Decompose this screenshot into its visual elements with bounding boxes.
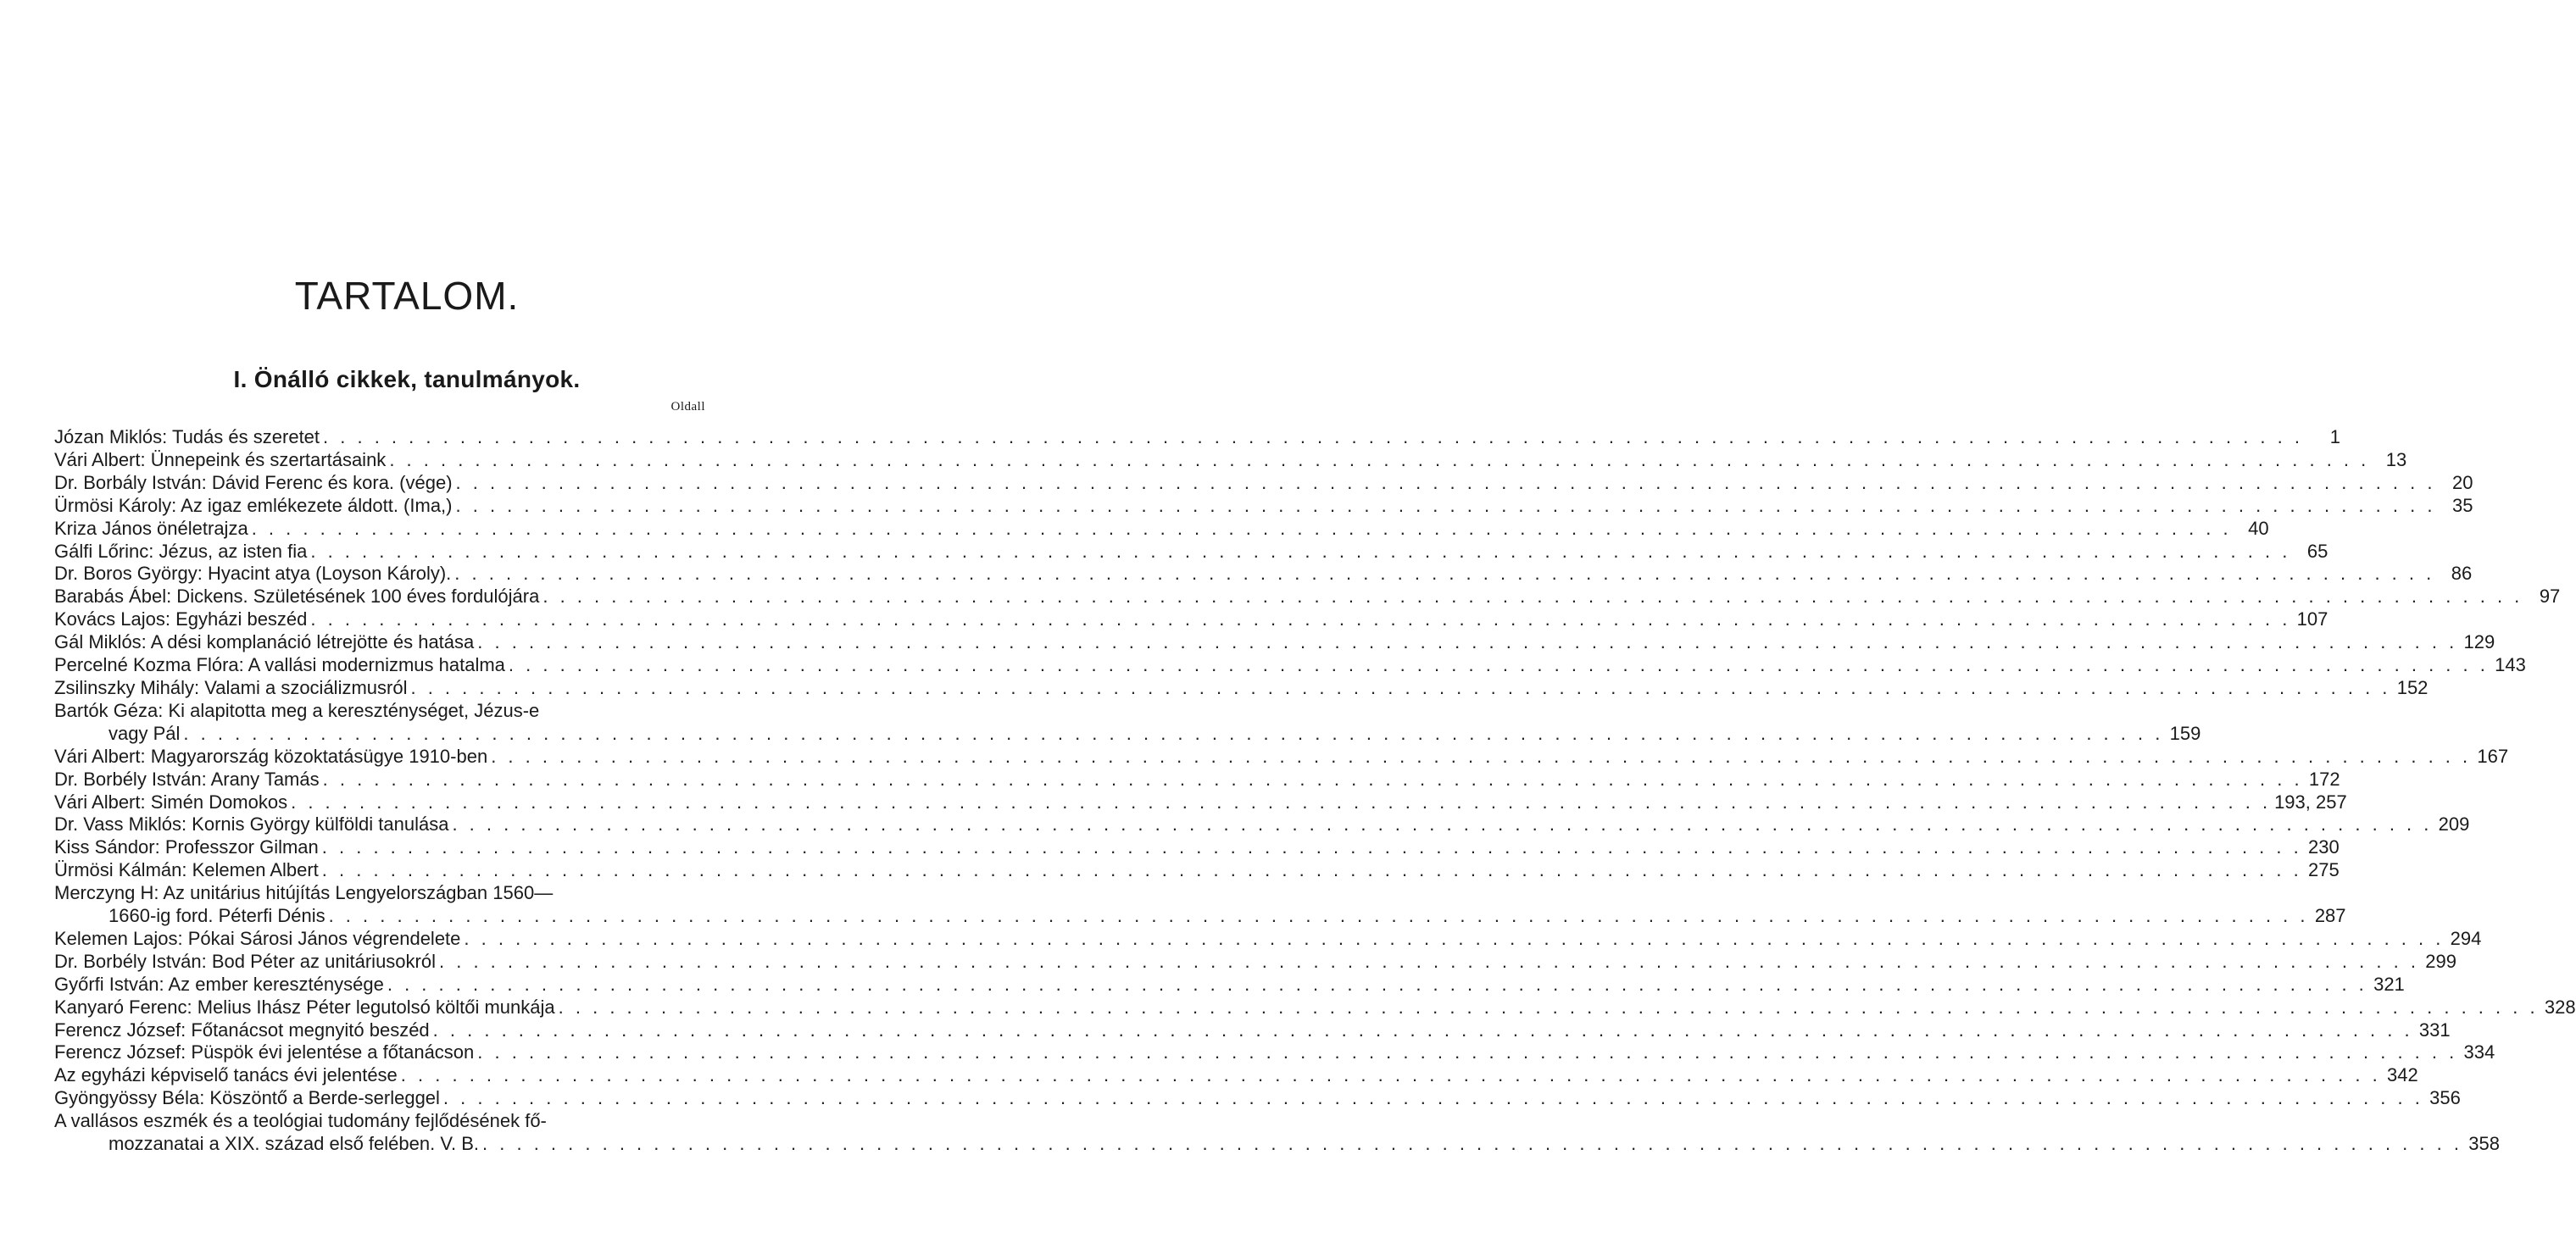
toc-entry-page: 86 [2451,563,2473,585]
toc-entry-title: Az egyházi képviselő tanács évi jelentése [54,1064,398,1086]
dot-leader [248,518,2235,541]
toc-entry [54,676,2429,700]
toc-entry-page: 40 [2248,517,2269,539]
toc-entry-page: 328 [2544,996,2576,1018]
toc-entry-page: 193, 257 [2274,791,2347,813]
toc-entry [54,745,2509,769]
toc-entry [54,1110,2500,1156]
toc-entry-page: 159 [2169,722,2201,744]
dot-leader [453,495,2440,518]
toc-entry-page: 287 [2314,905,2346,927]
toc-entry [54,448,2407,472]
toc-entry [54,471,2473,495]
dot-leader [180,723,2167,746]
toc-entry-title: Dr. Vass Miklós: Kornis György külföldi tanulása [54,813,449,836]
toc-entry-page: 65 [2306,540,2328,562]
dot-leader [386,449,2373,472]
page-title: TARTALOM. [294,274,520,318]
toc-entry-title: Dr. Borbély István: Arany Tamás [54,768,320,790]
toc-entry [54,950,2456,974]
dot-leader [505,654,2492,677]
toc-entry-title-continued: 1660-ig ford. Péterfi Dénis [108,905,325,927]
toc-entry-title: Ferencz József: Főtanácsot megnyitó beszéd [54,1019,430,1041]
toc-entry-title: Dr. Borbély István: Bod Péter az unitáriusokról [54,950,436,972]
toc-entry [54,631,2495,654]
toc-entry [54,791,2347,814]
toc-entry-page: 294 [2450,927,2482,949]
dot-leader [320,426,2306,449]
page-column-label: Oldall [670,400,705,414]
toc-entry-title-continued: mozzanatai a XIX. század első felében. V. B. [108,1133,480,1155]
toc-entry-page: 358 [2468,1133,2500,1155]
toc-entry-title: Ferencz József: Püspök évi jelentése a főtanácson [54,1041,475,1063]
toc-entry-page: 129 [2463,631,2495,653]
toc-entry [54,608,2328,631]
section-heading: I. Önálló cikkek, tanulmányok. [233,366,581,392]
toc-entry-page: 167 [2477,745,2509,767]
toc-entry-title: Győrfi István: Az ember kereszténysége [54,973,384,995]
toc-entry-page: 230 [2308,836,2340,858]
toc-entry [54,654,2526,677]
dot-leader [319,836,2306,859]
toc-entry-title: Kiss Sándor: Professzor Gilman [54,836,319,858]
toc-entry-page: 152 [2396,676,2429,698]
toc-entry-title: Vári Albert: Simén Domokos [54,791,288,813]
toc-entry [54,1019,2451,1042]
toc-entry-title: Merczyng H: Az unitárius hitújítás Lengyelországban 1560— [54,882,554,904]
toc-entry [54,927,2482,951]
toc-entry-page: 172 [2308,768,2340,790]
toc-entry-title: Dr. Boros György: Hyacint atya (Loyson Károly). [54,563,452,585]
dot-leader [319,859,2306,882]
toc-entry-page: 143 [2495,654,2526,676]
toc-entry-title: A vallásos eszmék és a teológiai tudomány fejlődésének fő- [54,1110,547,1132]
toc-entry-page: 209 [2438,813,2470,836]
toc-entry [54,426,2340,449]
toc-entry [54,973,2405,997]
dot-leader [539,586,2526,608]
toc-entry-title: Kriza János önéletrajza [54,517,248,539]
toc-entry-title: Percelné Kozma Flóra: A vallási modernizmus hatalma [54,654,505,676]
toc-entry [54,540,2328,563]
toc-entry-title: Vári Albert: Ünnepeink és szertartásaink [54,448,387,470]
toc-entry-page: 13 [2385,448,2407,470]
toc-entry-page: 35 [2451,494,2473,516]
toc-entry-page: 107 [2296,608,2328,630]
toc-entry-title: Kovács Lajos: Egyházi beszéd [54,608,308,630]
toc-entry [54,563,2473,586]
toc-entry-title: Gálfi Lőrinc: Jézus, az isten fia [54,540,308,562]
toc-entry-title: Dr. Borbály István: Dávid Ferenc és kora. (vége) [54,471,453,493]
toc-entry [54,586,2561,608]
dot-leader [474,631,2461,654]
toc-entry [54,1087,2461,1110]
dot-leader [448,813,2435,836]
dot-leader [479,1133,2466,1156]
toc-entry-title: Kelemen Lajos: Pókai Sárosi János végrendelete [54,927,461,949]
toc-entry [54,768,2340,791]
toc-entry [54,699,2201,746]
dot-leader [407,677,2394,700]
toc-entry-title: Ürmösi Károly: Az igaz emlékezete áldott. (Ima,) [54,494,453,516]
toc-entry-page: 97 [2539,586,2561,608]
toc-entry-title: Barabás Ábel: Dickens. Születésének 100 éves fordulójára [54,586,540,608]
dot-leader [307,608,2294,631]
dot-leader [436,951,2423,974]
toc-entry-title: Kanyaró Ferenc: Melius Ihász Péter legutolsó költői munkája [54,996,555,1018]
toc-entry [54,859,2340,882]
toc-entry-page: 1 [2329,426,2340,447]
toc-entry-page: 299 [2425,950,2456,972]
toc-entry-title: Gyöngyössy Béla: Köszöntő a Berde-serleggel [54,1087,440,1109]
dot-leader [430,1019,2417,1042]
toc-entry-page: 334 [2463,1041,2495,1063]
dot-leader [555,997,2542,1019]
dot-leader [487,746,2474,769]
dot-leader [440,1087,2427,1110]
dot-leader [320,769,2306,791]
dot-leader [453,472,2440,495]
toc-entry-title: Ürmösi Kálmán: Kelemen Albert [54,859,319,881]
toc-entry [54,813,2470,836]
dot-leader [307,541,2294,563]
toc-entry-page: 342 [2387,1064,2418,1086]
toc-entry-title: Gál Miklós: A dési komplanáció létrejötte és hatása [54,631,475,653]
toc-entry-page: 275 [2308,859,2340,881]
toc-entry-page: 321 [2373,973,2405,995]
toc-entry-title: Vári Albert: Magyarország közoktatásügye 1910-ben [54,745,488,767]
table-of-contents [54,426,2576,1156]
dot-leader [287,791,2274,814]
toc-entry-title: Zsilinszky Mihály: Valami a szociálizmusról [54,676,408,698]
dot-leader [398,1064,2384,1087]
toc-entry-title: Józan Miklós: Tudás és szeretet [54,426,320,447]
toc-entry-title-continued: vagy Pál [108,722,181,744]
dot-leader [460,928,2447,951]
toc-entry [54,1041,2495,1064]
toc-entry [54,836,2340,859]
dot-leader [451,563,2438,586]
toc-entry [54,517,2269,541]
toc-entry [54,494,2473,518]
toc-entry-page: 356 [2429,1087,2461,1109]
toc-entry-page: 20 [2452,471,2473,493]
dot-leader [325,905,2312,928]
toc-entry-title: Bartók Géza: Ki alapitotta meg a kereszténységet, Jézus-e [54,699,540,721]
toc-entry-page: 331 [2418,1019,2451,1041]
toc-entry [54,1064,2418,1087]
dot-leader [474,1041,2461,1064]
toc-entry [54,882,2346,928]
toc-entry [54,996,2576,1019]
dot-leader [384,974,2371,997]
